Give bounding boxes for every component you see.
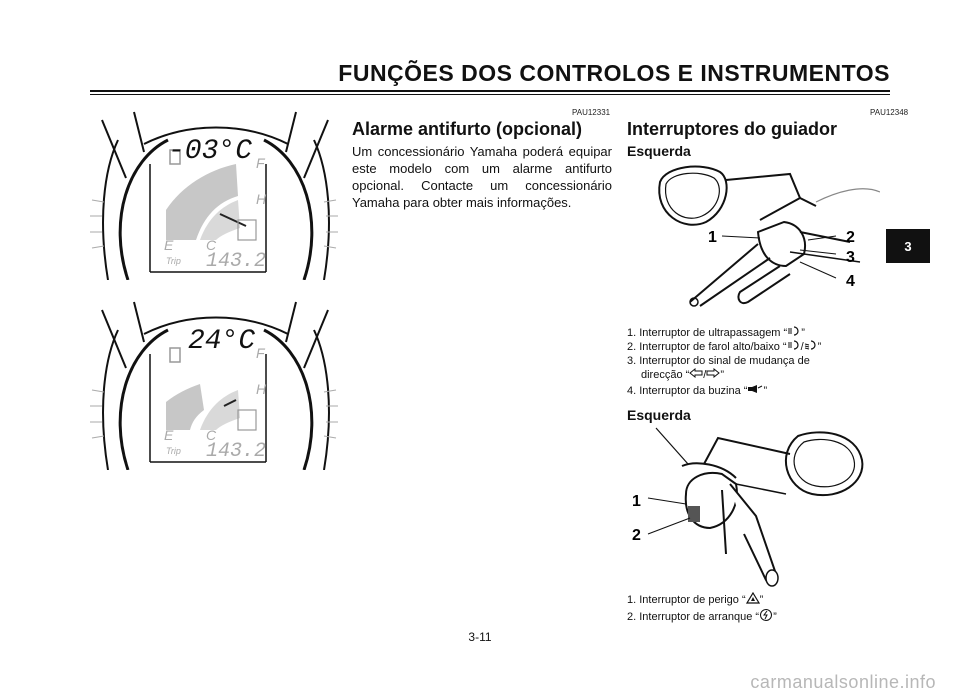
alarm-section-title: Alarme antifurto (opcional) [352,119,583,139]
page-header-title: FUNÇÕES DOS CONTROLOS E INSTRUMENTOS [338,60,890,86]
right-handlebar-illustration [626,424,876,589]
right-switch-captions [627,592,907,626]
instrument-display-figure-bottom [88,290,340,470]
temp-cold-label-top: C [206,237,217,253]
instrument-display-figure-top [88,100,340,280]
trip-label-top: Trip [166,256,181,266]
low-beam-icon [804,340,818,354]
right-switches-subtitle: Esquerda [627,407,691,423]
left-switch-captions [627,326,907,398]
horn-icon [747,384,763,398]
section-code-alarm: PAU12331 [572,108,611,117]
temp-hot-label-bottom: H [256,381,267,397]
fuel-full-label-top: F [256,155,265,171]
right-callout-2: 2 [632,527,641,544]
caption-start-switch: 2. Interruptor de arranque “ ” [627,608,907,626]
caption-turn-signal-switch-cont: direcção “ / ” [641,369,725,382]
left-callout-4: 4 [846,273,855,290]
header-rule-thin [90,94,890,95]
high-beam-icon [787,340,801,354]
left-callout-1: 1 [708,229,717,246]
display-temperature-bottom: 24°C [188,326,256,357]
trip-value-bottom: 143.2 [206,440,267,463]
chapter-tab[interactable]: 3 [886,229,930,263]
temp-cold-label-bottom: C [206,427,217,443]
caption-dimmer-switch: 2. Interruptor de farol alto/baixo “ / ” [627,341,822,354]
caption-horn-switch: 4. Interruptor da buzina “ ” [627,385,768,398]
left-switches-subtitle: Esquerda [627,143,691,159]
right-callout-1: 1 [632,493,641,510]
turn-left-icon [689,368,703,382]
fuel-full-label-bottom: F [256,345,265,361]
header-rule [90,90,890,92]
caption-passing-switch: 1. Interruptor de ultrapassagem “ ” [627,327,805,339]
alarm-section-body: Um concessionário Yamaha poderá equipar este modelo com um alarme antifurto opcional. Contacte um concessionário Yamaha para obter mais informações. [352,144,612,210]
display-temperature-top: -03°C [168,136,253,167]
section-code-handlebar: PAU12348 [870,108,909,117]
left-callout-3: 3 [846,249,855,266]
caption-turn-signal-switch: 3. Interruptor do sinal de mudança de [627,355,810,368]
page-number: 3-11 [468,630,492,644]
passing-light-icon [787,326,801,340]
left-callout-2: 2 [846,229,855,246]
handlebar-section-title: Interruptores do guiador [627,119,838,139]
turn-right-icon [706,368,720,382]
left-handlebar-illustration [640,162,880,312]
caption-hazard-switch: 1. Interruptor de perigo “ ” [627,592,907,608]
fuel-empty-label-top: E [164,237,174,253]
watermark: carmanualsonline.info [750,672,936,692]
trip-value-top: 143.2 [206,250,267,273]
hazard-icon [746,592,760,608]
temp-hot-label-top: H [256,191,267,207]
trip-label-bottom: Trip [166,446,181,456]
fuel-empty-label-bottom: E [164,427,174,443]
start-icon [759,608,773,626]
